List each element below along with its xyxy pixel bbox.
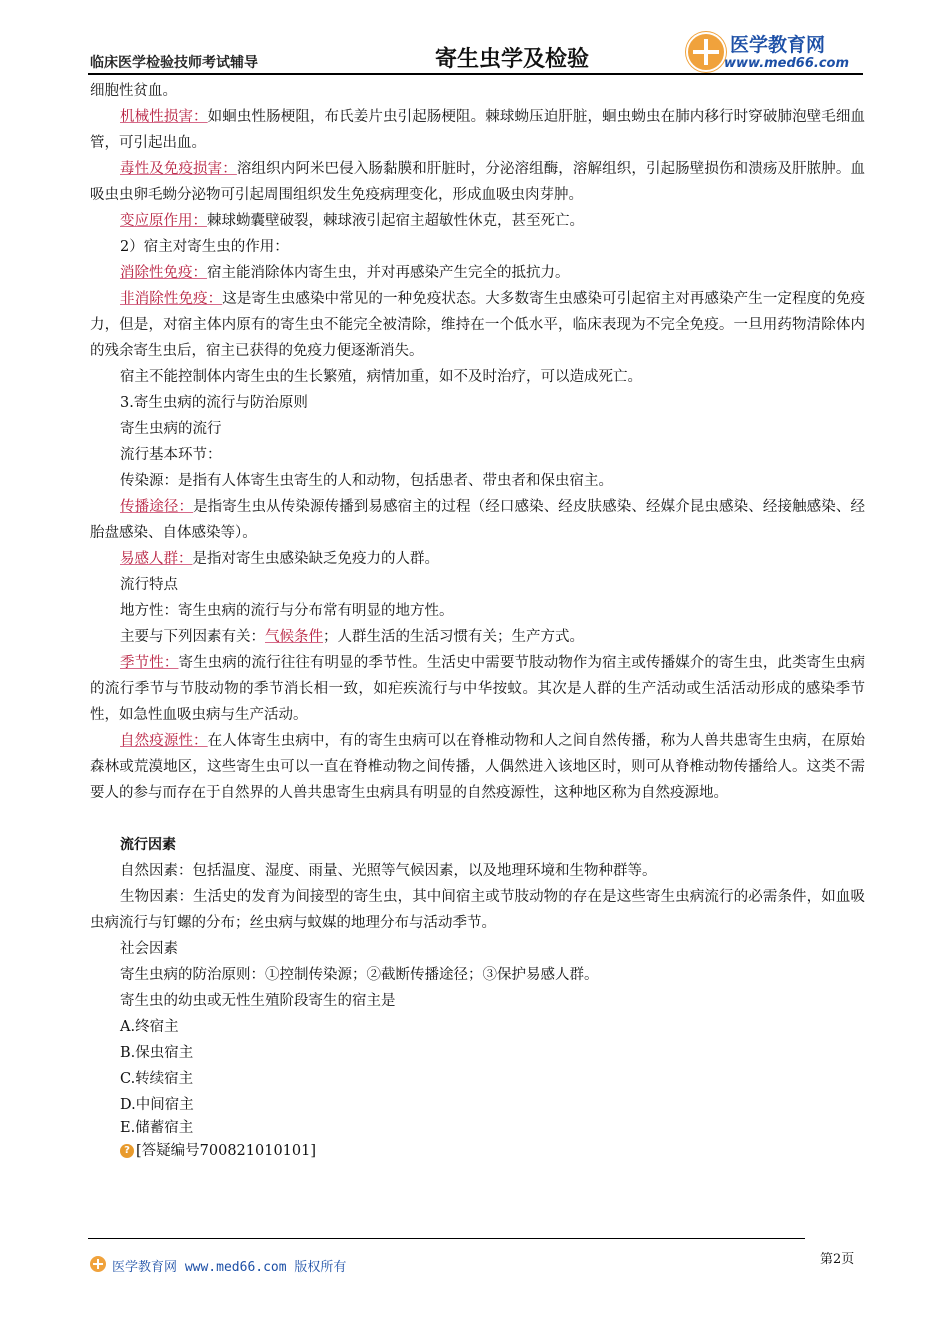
paragraph: 寄生虫病的防治原则：①控制传染源；②截断传播途径；③保护易感人群。 [120,967,599,983]
paragraph: 变应原作用：棘球蚴囊壁破裂，棘球液引起宿主超敏性休克，甚至死亡。 [120,213,584,229]
option-c: C.转续宿主 [120,1071,194,1087]
highlighted-term: 传播途径： [120,499,194,515]
paragraph: 非消除性免疫：这是寄生虫感染中常见的一种免疫状态。大多数寄生虫感染可引起宿主对再感染产生一定程度的免疫力，但是，对宿主体内原有的寄生虫不能完全被清除，维持在一个低水平，临床表现为不完全免疫。一旦用药物清除体内的残余寄生虫后，宿主已获得的免疫力便逐渐消失。 [90,291,866,359]
option-d: D.中间宿主 [120,1097,194,1113]
paragraph: 细胞性贫血。 [90,83,177,99]
paragraph: 地方性：寄生虫病的流行与分布常有明显的地方性。 [120,603,454,619]
option-a: A.终宿主 [120,1019,179,1035]
paragraph: 自然因素：包括温度、湿度、雨量、光照等气候因素，以及地理环境和生物种群等。 [120,863,657,879]
paragraph: 传染源：是指有人体寄生虫寄生的人和动物，包括患者、带虫者和保虫宿主。 [120,473,613,489]
highlighted-term: 自然疫源性： [120,733,208,749]
option-b: B.保虫宿主 [120,1045,194,1061]
paragraph: 主要与下列因素有关：气候条件；人群生活的生活习惯有关；生产方式。 [120,629,584,645]
paragraph: 传播途径：是指寄生虫从传染源传播到易感宿主的过程（经口感染、经皮肤感染、经媒介昆虫感染、经接触感染、经胎盘感染、自体感染等）。 [90,499,866,541]
highlighted-term: 毒性及免疫损害： [120,161,237,177]
question-stem: 寄生虫的幼虫或无性生殖阶段寄生的宿主是 [120,993,396,1009]
question-mark-icon: ? [120,1144,134,1158]
header-left-text: 临床医学检验技师考试辅导 [90,55,258,71]
paragraph: 2）宿主对寄生虫的作用： [120,239,289,255]
section-heading: 流行因素 [120,837,176,853]
answer-code[interactable] [90,1138,865,1164]
highlighted-term: 气候条件 [265,629,323,645]
highlighted-term: 易感人群： [120,551,193,567]
footer-logo-icon [90,1256,106,1272]
cross-logo-icon [686,32,726,72]
paragraph: 生物因素：生活史的发育为间接型的寄生虫，其中间宿主或节肢动物的存在是这些寄生虫病流行的必需条件，如血吸虫病流行与钉螺的分布；丝虫病与蚊媒的地理分布与活动季节。 [90,889,865,931]
logo-name: 医学教育网 [730,34,826,56]
paragraph: 寄生虫病的流行 [120,421,222,437]
document-body [90,78,865,1164]
paragraph: 自然疫源性：在人体寄生虫病中，有的寄生虫病可以在脊椎动物和人之间自然传播，称为人兽共患寄生虫病，在原始森林或荒漠地区，这些寄生虫可以一直在脊椎动物之间传播，人偶然进入该地区时，则可从脊椎动物传播给人。这类不需要人的参与而存在于自然界的人兽共患寄生虫病具有明显的自然疫源性，这种地区称为自然疫源地。 [90,733,866,801]
paragraph: 机械性损害：如蛔虫性肠梗阻，布氏姜片虫引起肠梗阻。棘球蚴压迫肝脏，蛔虫蚴虫在肺内移行时穿破肺泡壁毛细血管，可引起出血。 [90,109,866,151]
footer-rule [88,1238,805,1239]
spacer [90,806,865,832]
answer-code-text: [答疑编号700821010101] [136,1143,317,1159]
paragraph: 毒性及免疫损害：溶组织内阿米巴侵入肠黏膜和肝脏时，分泌溶组酶，溶解组织，引起肠壁损伤和溃疡及肝脓肿。血吸虫虫卵毛蚴分泌物可引起周围组织发生免疫病理变化，形成血吸虫肉芽肿。 [90,161,866,203]
page-number: 第2页 [820,1252,855,1267]
paragraph: 季节性：寄生虫病的流行往往有明显的季节性。生活史中需要节肢动物作为宿主或传播媒介的寄生虫，此类寄生虫病的流行季节与节肢动物的季节消长相一致，如疟疾流行与中华按蚊。其次是人群的生产活动或生活活动形成的感染季节性，如急性血吸虫病与生产活动。 [90,655,866,723]
header-rule [88,73,863,75]
paragraph: 流行特点 [120,577,178,593]
paragraph: 消除性免疫：宿主能消除体内寄生虫，并对再感染产生完全的抵抗力。 [120,265,570,281]
option-e: E.储蓄宿主 [120,1120,194,1136]
page-title: 寄生虫学及检验 [435,47,590,72]
paragraph: 易感人群：是指对寄生虫感染缺乏免疫力的人群。 [120,551,439,567]
site-logo[interactable] [686,30,866,74]
highlighted-term: 季节性： [120,655,179,671]
highlighted-term: 非消除性免疫： [120,291,223,307]
highlighted-term: 变应原作用： [120,213,207,229]
paragraph: 流行基本环节： [120,447,222,463]
highlighted-term: 机械性损害： [120,109,208,125]
paragraph: 社会因素 [120,941,178,957]
highlighted-term: 消除性免疫： [120,265,207,281]
logo-url: www.med66.com [724,56,850,71]
footer-text[interactable]: 医学教育网 www.med66.com 版权所有 [112,1260,347,1275]
section-heading: 3.寄生虫病的流行与防治原则 [120,395,308,411]
paragraph: 宿主不能控制体内寄生虫的生长繁殖，病情加重，如不及时治疗，可以造成死亡。 [120,369,642,385]
